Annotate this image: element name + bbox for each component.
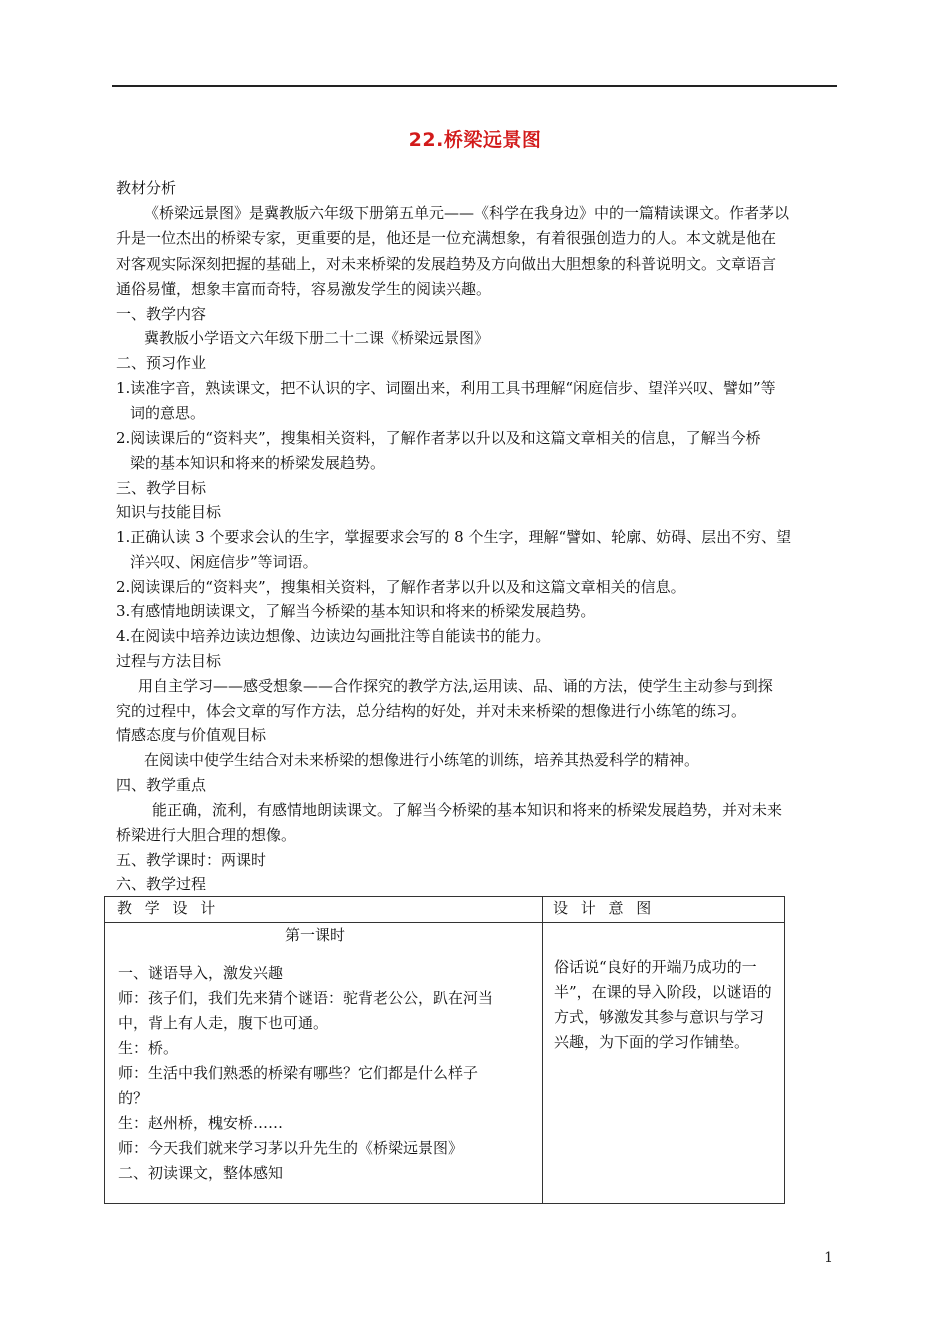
prep-line: 1.读准字音，熟读课文，把不认识的字、词圈出来，利用工具书理解“闲庭信步、望洋兴叹、譬如”等	[116, 379, 776, 397]
design-line: 师：生活中我们熟悉的桥梁有哪些？它们都是什么样子	[118, 1064, 479, 1082]
analysis-line: 通俗易懂，想象丰富而奇特，容易激发学生的阅读兴趣。	[116, 280, 492, 298]
focus-line: 桥梁进行大胆合理的想像。	[116, 826, 297, 844]
lesson-title: 22.桥梁远景图	[408, 129, 542, 151]
analysis-line: 对客观实际深刻把握的基础上，对未来桥梁的发展趋势及方向做出大胆想象的科普说明文。文章语言	[116, 255, 777, 273]
knowledge-line: 4.在阅读中培养边读边想像、边读边勾画批注等自能读书的能力。	[116, 627, 551, 645]
design-line: 生：赵州桥，槐安桥……	[118, 1114, 284, 1132]
design-line: 一、谜语导入，激发兴趣	[118, 964, 284, 982]
lesson-plan-table	[104, 896, 785, 1204]
intent-line: 半”，在课的导入阶段，以谜语的	[554, 983, 772, 1001]
knowledge-line: 3.有感情地朗读课文，了解当今桥梁的基本知识和将来的桥梁发展趋势。	[116, 602, 596, 620]
focus-heading: 四、教学重点	[116, 776, 207, 794]
prep-line: 词的意思。	[130, 404, 206, 422]
goals-heading: 三、教学目标	[116, 479, 207, 497]
prep-line: 2.阅读课后的“资料夹”，搜集相关资料，了解作者茅以升以及和这篇文章相关的信息，了解当今桥	[116, 429, 761, 447]
content-line: 冀教版小学语文六年级下册二十二课《桥梁远景图》	[144, 329, 490, 347]
attitude-heading: 情感态度与价值观目标	[116, 726, 267, 744]
page-number: 1	[824, 1250, 833, 1266]
design-line: 二、初读课文，整体感知	[118, 1164, 284, 1182]
content-heading: 一、教学内容	[116, 305, 207, 323]
attitude-line: 在阅读中使学生结合对未来桥梁的想像进行小练笔的训练，培养其热爱科学的精神。	[144, 751, 700, 769]
knowledge-heading: 知识与技能目标	[116, 503, 222, 521]
design-line: 中，背上有人走，腹下也可通。	[118, 1014, 329, 1032]
table-header-design: 教 学 设 计	[105, 897, 543, 923]
process-line: 究的过程中，体会文章的写作方法，总分结构的好处，并对未来桥梁的想像进行小练笔的练习。	[116, 702, 747, 720]
analysis-line: 《桥梁远景图》是冀教版六年级下册第五单元——《科学在我身边》中的一篇精读课文。作者茅以	[144, 204, 790, 222]
process-line: 用自主学习——感受想象——合作探究的教学方法,运用读、品、诵的方法，使学生主动参与到探	[138, 677, 773, 695]
intent-line: 方式，够激发其参与意识与学习	[554, 1008, 765, 1026]
intent-cell	[543, 923, 785, 1204]
focus-line: 能正确，流利，有感情地朗读课文。了解当今桥梁的基本知识和将来的桥梁发展趋势，并对未来	[152, 801, 783, 819]
analysis-line: 升是一位杰出的桥梁专家，更重要的是，他还是一位充满想象，有着很强创造力的人。本文就是他在	[116, 229, 777, 247]
analysis-heading: 教材分析	[116, 179, 177, 197]
knowledge-line: 1.正确认读 3 个要求会认的生字，掌握要求会写的 8 个生字，理解“譬如、轮廓、妨碍、层出不穷、望	[116, 528, 792, 546]
design-line: 师：今天我们就来学习茅以升先生的《桥梁远景图》	[118, 1139, 464, 1157]
prep-heading: 二、预习作业	[116, 354, 207, 372]
design-cell	[105, 923, 543, 1204]
design-line: 生：桥。	[118, 1039, 179, 1057]
hours-line: 五、教学课时：两课时	[116, 851, 267, 869]
intent-line: 兴趣，为下面的学习作铺垫。	[554, 1033, 750, 1051]
header-rule	[112, 85, 837, 87]
intent-line: 俗话说“良好的开端乃成功的一	[554, 958, 757, 976]
table-header-intent: 设 计 意 图	[543, 897, 785, 923]
session-label: 第一课时	[285, 926, 346, 944]
knowledge-line: 洋兴叹、闲庭信步”等词语。	[130, 553, 318, 571]
process-heading: 过程与方法目标	[116, 652, 222, 670]
procedure-heading: 六、教学过程	[116, 875, 207, 893]
design-line: 的？	[118, 1089, 149, 1107]
design-line: 师：孩子们，我们先来猜个谜语：驼背老公公，趴在河当	[118, 989, 494, 1007]
prep-line: 梁的基本知识和将来的桥梁发展趋势。	[130, 454, 386, 472]
knowledge-line: 2.阅读课后的“资料夹”，搜集相关资料，了解作者茅以升以及和这篇文章相关的信息。	[116, 578, 686, 596]
